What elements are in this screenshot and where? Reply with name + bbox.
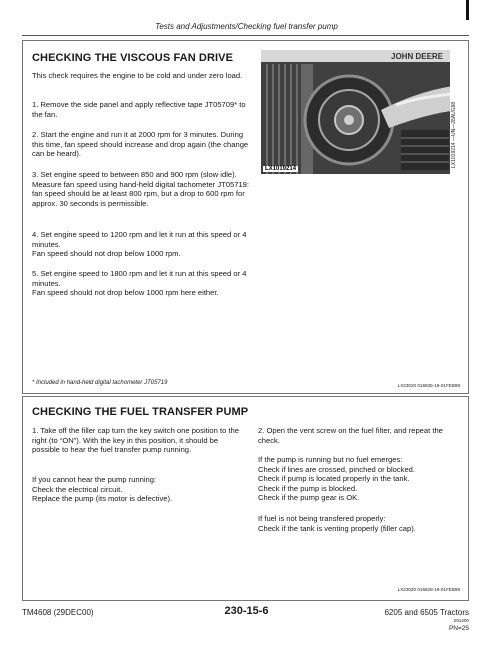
photo-label: LX1019214 (265, 166, 297, 172)
fuel-transfer-pump-section (22, 396, 469, 601)
change-bar (466, 0, 469, 20)
brand-lettering: JOHN DEERE (391, 52, 444, 61)
tractor-models: 6205 and 6505 Tractors (384, 608, 469, 617)
viscous-fan-section (22, 40, 469, 394)
step-3-paragraph: 3. Set engine speed to between 850 and 900 rpm (slow idle). Measure fan speed using hand-held digital tachometer JT05719: fan speed should be at least 800 rpm, but a drop to 600 rpm for approx. 30 seconds is permissible. (32, 170, 249, 208)
pump-no-fuel-paragraph: If the pump is running but no fuel emerges: Check if lines are crossed, pinched or blocked. Check if pump is located properly in the tank. Check if the pump is blocked. Check if the pump gear is OK. (258, 455, 416, 503)
step-4-paragraph: 4. Set engine speed to 1200 rpm and let it run at this speed or 4 minutes. Fan speed should not drop below 1000 rpm. (32, 230, 247, 259)
fan-photo (261, 50, 460, 174)
footnote: * Included in hand-held digital tachometer JT05719 (32, 380, 168, 386)
step-1-paragraph: 1. Remove the side panel and apply reflective tape JT05709* to the fan. (32, 100, 246, 119)
step-5-paragraph: 5. Set engine speed to 1800 rpm and let it run at this speed or 4 minutes. Fan speed should not drop below 1000 rpm here either. (32, 269, 247, 298)
intro-paragraph: This check requires the engine to be cold and under zero load. (32, 71, 243, 80)
pn-number: PN=25 (448, 625, 469, 632)
section-code: LX23020 016828-19-01FEB98 (397, 587, 460, 592)
fan-photo-image (261, 50, 460, 174)
section-code: LX23020 016835-19-01FEB98 (397, 383, 460, 388)
section-title: CHECKING THE VISCOUS FAN DRIVE (32, 52, 234, 64)
pump-transfer-paragraph: If fuel is not being transfered properly: Check if the tank is venting properly (filler cap). (258, 514, 416, 533)
pump-no-sound-paragraph: If you cannot hear the pump running: Check the electrical circuit. Replace the pump (its motor is defective). (32, 475, 173, 504)
pump-step-2-paragraph: 2. Open the vent screw on the fuel filter, and repeat the check. (258, 426, 443, 445)
print-date: 291200 (453, 618, 469, 623)
page-header: Tests and Adjustments/Checking fuel transfer pump (155, 22, 338, 31)
step-2-paragraph: 2. Start the engine and run it at 2000 rpm for 3 minutes. During this time, fan speed should increase and drop again (the change can be heard). (32, 130, 249, 159)
pump-step-1-paragraph: 1. Take off the filler cap turn the key switch one position to the right (to “ON”). With the key in this position, it should be possible to hear the fuel transfer pump running. (32, 426, 239, 455)
manual-id: TM4608 (29DEC00) (22, 608, 94, 617)
photo-side-code: LX1019214 —UN—28AUG98 (450, 50, 460, 174)
page-number: 230-15-6 (224, 605, 269, 617)
section-title: CHECKING THE FUEL TRANSFER PUMP (32, 406, 249, 418)
header-rule (22, 35, 469, 36)
